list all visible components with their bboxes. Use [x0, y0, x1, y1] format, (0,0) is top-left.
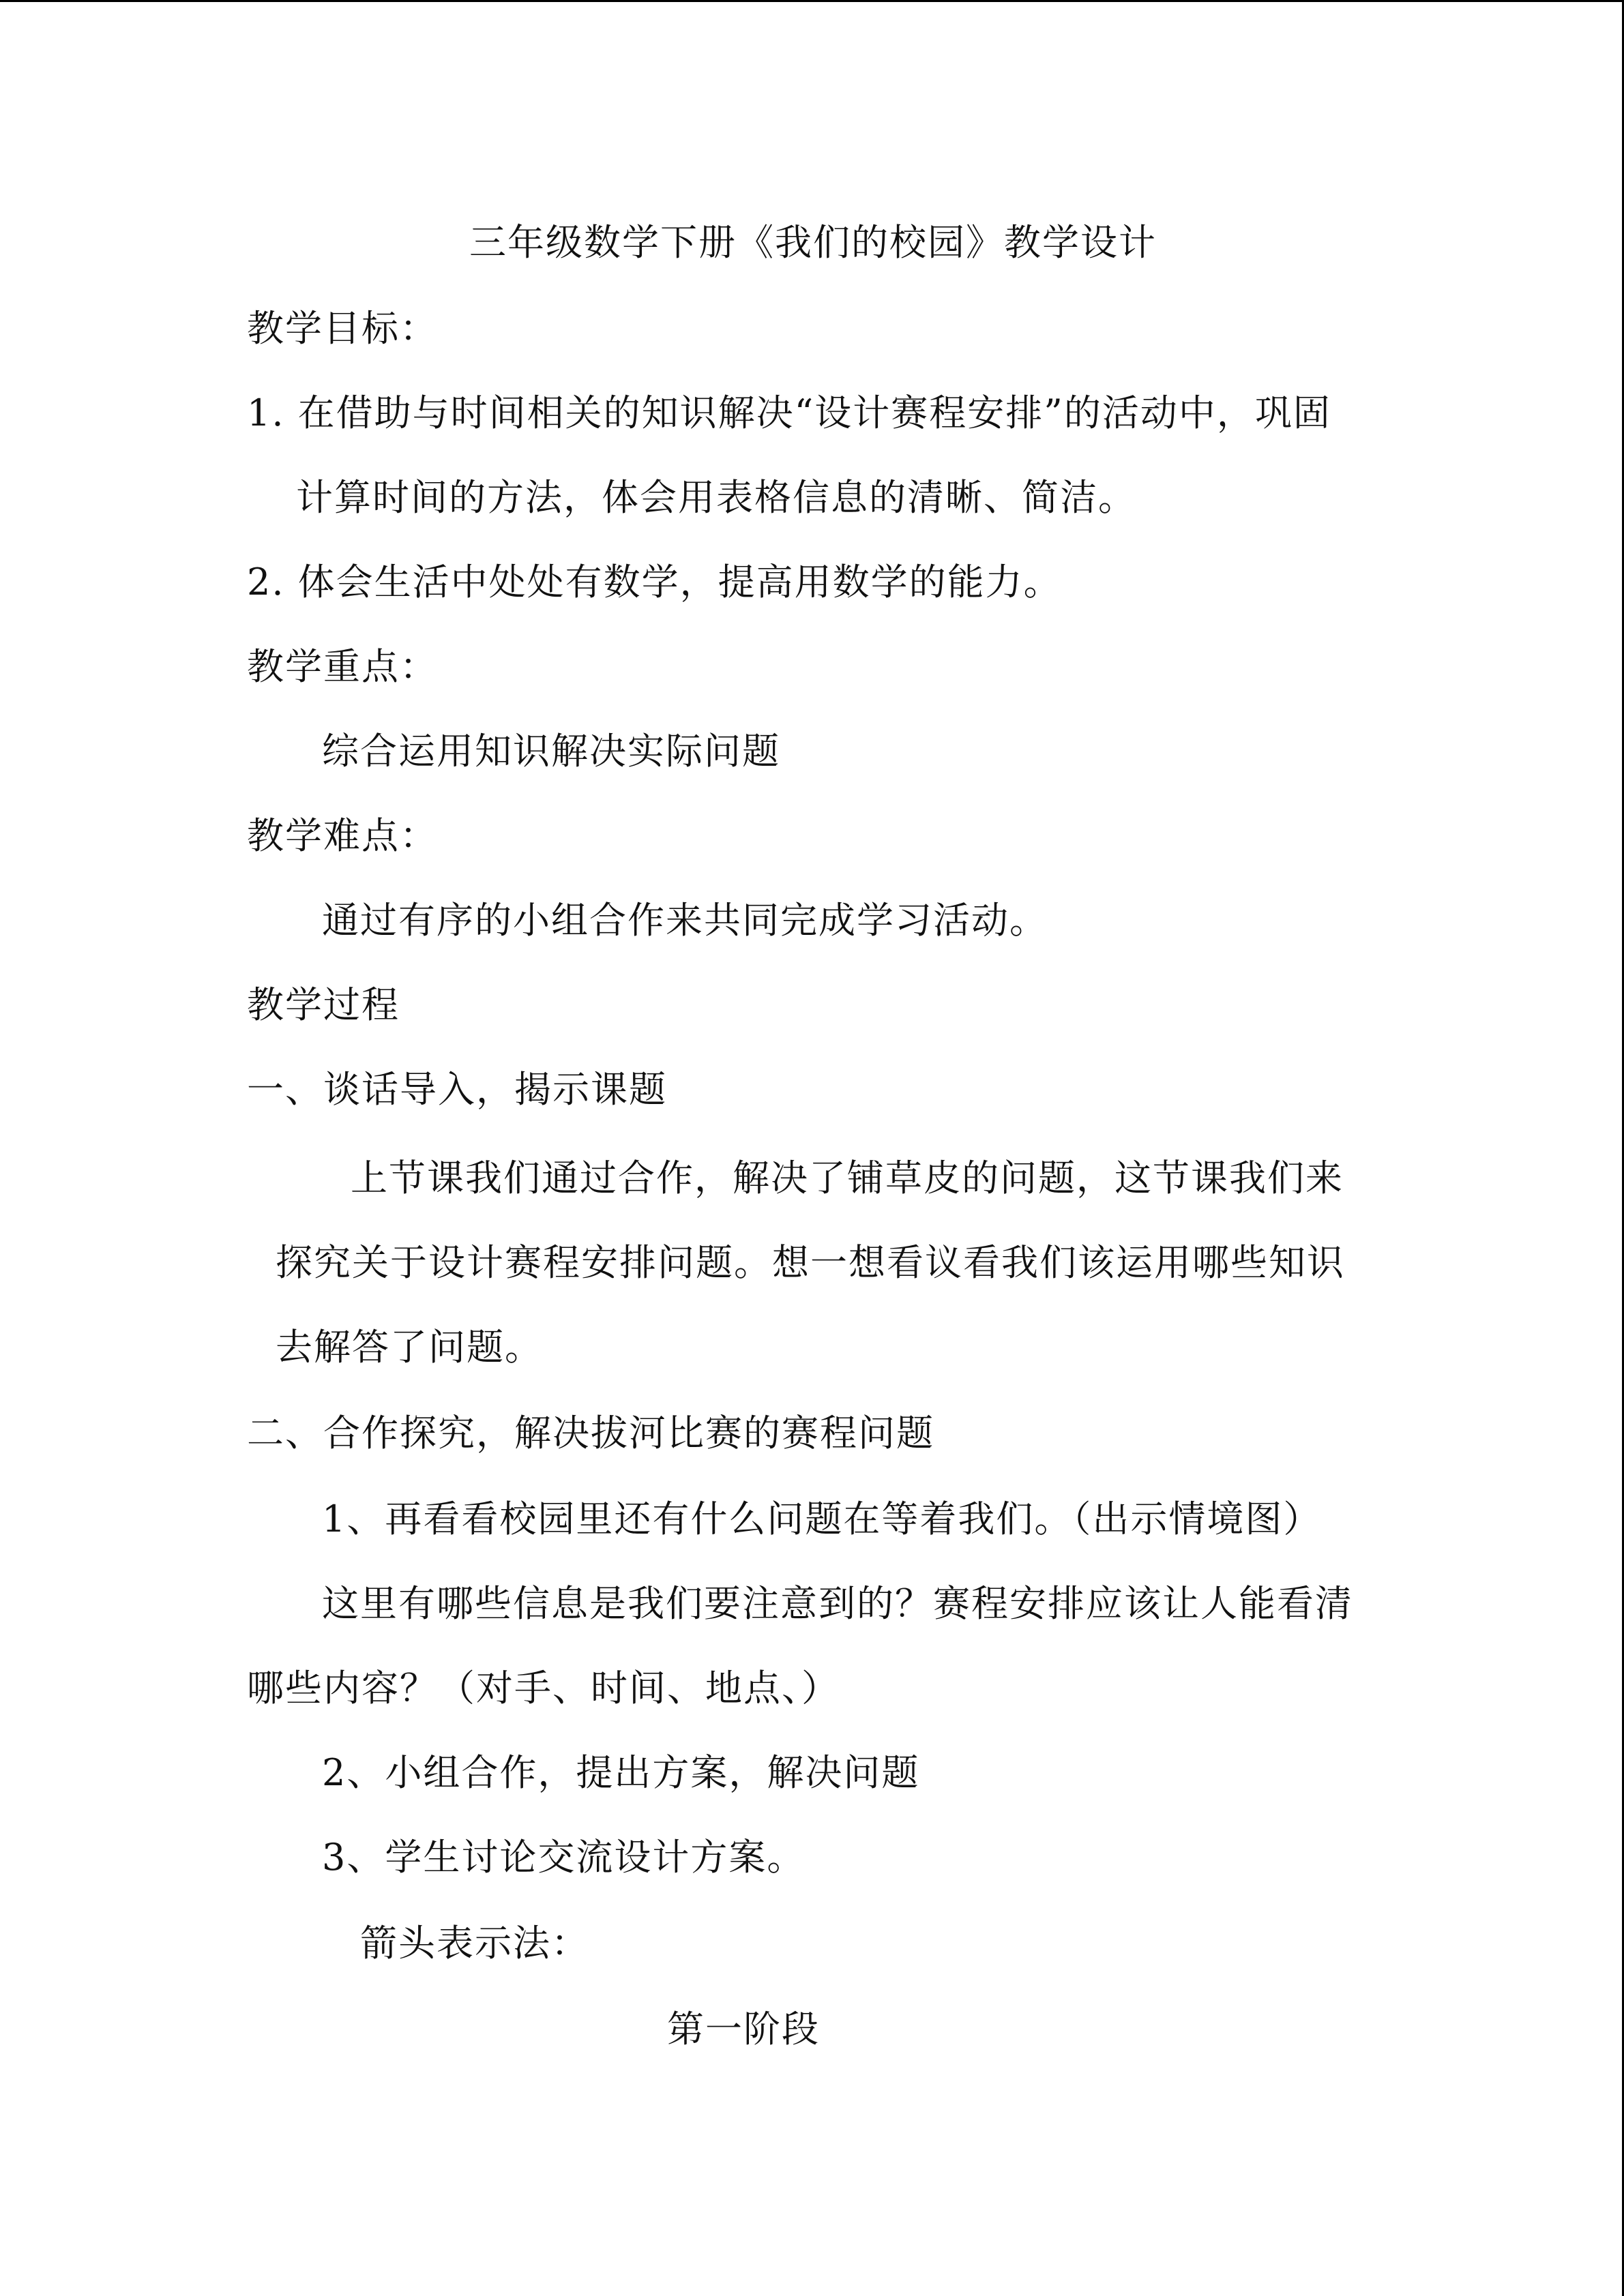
document-title: 三年级数学下册《我们的校园》教学设计 — [469, 221, 1157, 264]
key-points-text: 综合运用知识解决实际问题 — [322, 730, 780, 773]
section-1-paragraph-line-3: 去解答了问题。 — [276, 1326, 543, 1369]
step-1-question-line-2: 哪些内容？（对手、时间、地点、） — [247, 1667, 840, 1710]
step-2: 2、小组合作，提出方案，解决问题 — [322, 1751, 920, 1794]
arrow-method-heading: 箭头表示法： — [360, 1922, 589, 1965]
section-1-heading: 一、谈话导入，揭示课题 — [247, 1068, 667, 1111]
goal-1-line-1: 1. 在借助与时间相关的知识解决“设计赛程安排”的活动中，巩固 — [247, 391, 1331, 434]
stage-1-label: 第一阶段 — [667, 2008, 820, 2051]
heading-teaching-process: 教学过程 — [247, 983, 400, 1026]
step-1-question-line-1: 这里有哪些信息是我们要注意到的？赛程安排应该让人能看清 — [322, 1582, 1353, 1625]
difficulties-text: 通过有序的小组合作来共同完成学习活动。 — [322, 899, 1048, 942]
heading-teaching-goals: 教学目标： — [247, 307, 438, 350]
section-1-paragraph-line-2: 探究关于设计赛程安排问题。想一想看议看我们该运用哪些知识 — [276, 1241, 1345, 1284]
goal-2: 2. 体会生活中处处有数学，提高用数学的能力。 — [247, 561, 1062, 603]
section-1-paragraph-line-1: 上节课我们通过合作，解决了铺草皮的问题，这节课我们来 — [351, 1157, 1344, 1199]
step-3: 3、学生讨论交流设计方案。 — [322, 1836, 806, 1879]
heading-difficulties: 教学难点： — [247, 814, 438, 857]
step-1: 1、再看看校园里还有什么问题在等着我们。（出示情境图） — [322, 1497, 1322, 1540]
section-2-heading: 二、合作探究，解决拔河比赛的赛程问题 — [247, 1412, 934, 1455]
heading-key-points: 教学重点： — [247, 645, 438, 688]
goal-1-line-2: 计算时间的方法，体会用表格信息的清晰、简洁。 — [296, 476, 1136, 519]
